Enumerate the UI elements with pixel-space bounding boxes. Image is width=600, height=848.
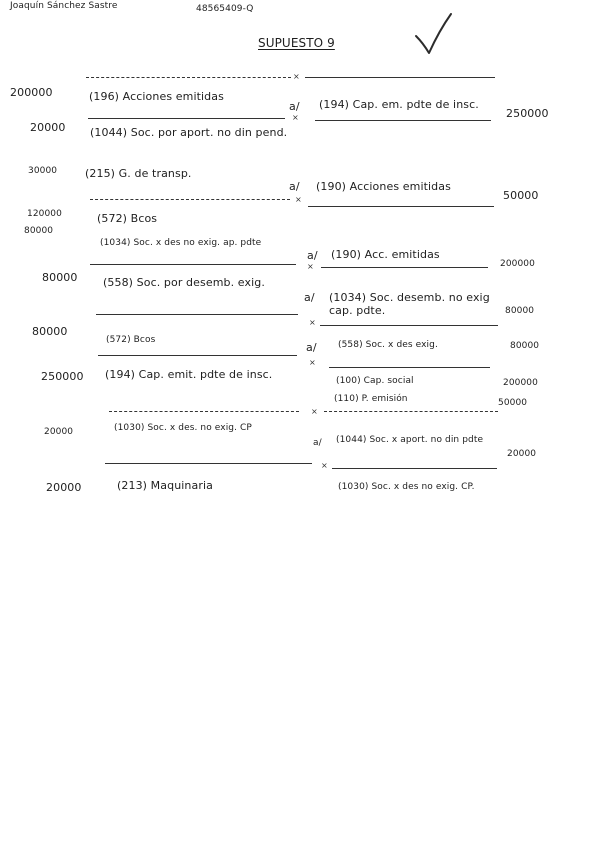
entry-divider <box>96 314 298 315</box>
account-separator: a/ <box>289 180 300 193</box>
credit-amount: 200000 <box>500 259 535 269</box>
page-title: SUPUESTO 9 <box>258 36 335 50</box>
debit-amount: 80000 <box>42 271 78 284</box>
debit-account: (194) Cap. emit. pdte de insc. <box>105 368 273 381</box>
credit-amount: 250000 <box>506 107 549 120</box>
debit-amount: 20000 <box>30 121 66 134</box>
cross-mark: × <box>307 262 314 271</box>
cross-mark: × <box>321 461 328 470</box>
account-separator: a/ <box>289 100 300 113</box>
debit-amount: 20000 <box>46 481 82 494</box>
entry-divider-right <box>308 206 494 207</box>
cross-mark: × <box>293 72 300 81</box>
credit-account: (194) Cap. em. pdte de insc. <box>319 98 479 111</box>
cross-mark: × <box>295 195 302 204</box>
cross-mark: × <box>311 407 318 416</box>
credit-account: (190) Acc. emitidas <box>331 248 440 261</box>
entry-divider-right <box>324 411 498 412</box>
credit-amount: 50000 <box>498 398 528 408</box>
student-id: 48565409-Q <box>196 4 254 14</box>
debit-amount: 20000 <box>44 427 74 437</box>
entry-divider <box>105 463 312 464</box>
check-mark-icon <box>414 12 454 56</box>
debit-amount: 80000 <box>24 226 54 236</box>
credit-account: (1034) Soc. desemb. no exig cap. pdte. <box>329 291 490 317</box>
account-separator: a/ <box>313 438 322 448</box>
account-separator: a/ <box>306 341 317 354</box>
account-separator: a/ <box>307 249 318 262</box>
debit-amount: 250000 <box>41 370 84 383</box>
debit-account: (215) G. de transp. <box>85 167 192 180</box>
entry-separator-top <box>86 77 291 78</box>
debit-amount: 200000 <box>10 86 53 99</box>
credit-amount: 200000 <box>503 378 538 388</box>
debit-account: (572) Bcos <box>106 335 156 345</box>
debit-account: (1030) Soc. x des. no exig. CP <box>114 423 252 433</box>
credit-account: (1030) Soc. x des no exig. CP. <box>338 482 475 492</box>
entry-divider <box>90 199 290 200</box>
student-name: Joaquín Sánchez Sastre <box>10 1 118 11</box>
entry-divider-right <box>332 468 497 469</box>
credit-amount: 80000 <box>505 306 535 316</box>
credit-account: (110) P. emisión <box>334 394 408 404</box>
entry-divider-right <box>315 120 491 121</box>
entry-divider <box>90 264 296 265</box>
account-separator: a/ <box>304 291 315 304</box>
cross-mark: × <box>292 113 299 122</box>
debit-account: (1034) Soc. x des no exig. ap. pdte <box>100 238 262 248</box>
entry-divider <box>98 355 297 356</box>
debit-account: (1044) Soc. por aport. no din pend. <box>90 126 288 139</box>
credit-account: (1044) Soc. x aport. no din pdte <box>336 435 484 445</box>
debit-amount: 80000 <box>32 325 68 338</box>
debit-amount: 120000 <box>27 209 62 219</box>
debit-account: (558) Soc. por desemb. exig. <box>103 276 265 289</box>
entry-divider <box>88 118 285 119</box>
credit-amount: 80000 <box>510 341 540 351</box>
entry-divider-right <box>321 267 488 268</box>
credit-account: (558) Soc. x des exig. <box>338 340 438 350</box>
credit-amount: 20000 <box>507 449 537 459</box>
entry-divider <box>109 411 299 412</box>
debit-account: (196) Acciones emitidas <box>89 90 224 103</box>
debit-account: (572) Bcos <box>97 212 158 225</box>
credit-account: (100) Cap. social <box>336 376 414 386</box>
credit-account: (190) Acciones emitidas <box>316 180 451 193</box>
entry-separator-top-right <box>305 77 495 78</box>
debit-amount: 30000 <box>28 166 58 176</box>
debit-account: (213) Maquinaria <box>117 479 213 492</box>
cross-mark: × <box>309 318 316 327</box>
cross-mark: × <box>309 358 316 367</box>
entry-divider-right <box>320 325 498 326</box>
entry-divider-right <box>329 367 490 368</box>
credit-amount: 50000 <box>503 189 539 202</box>
